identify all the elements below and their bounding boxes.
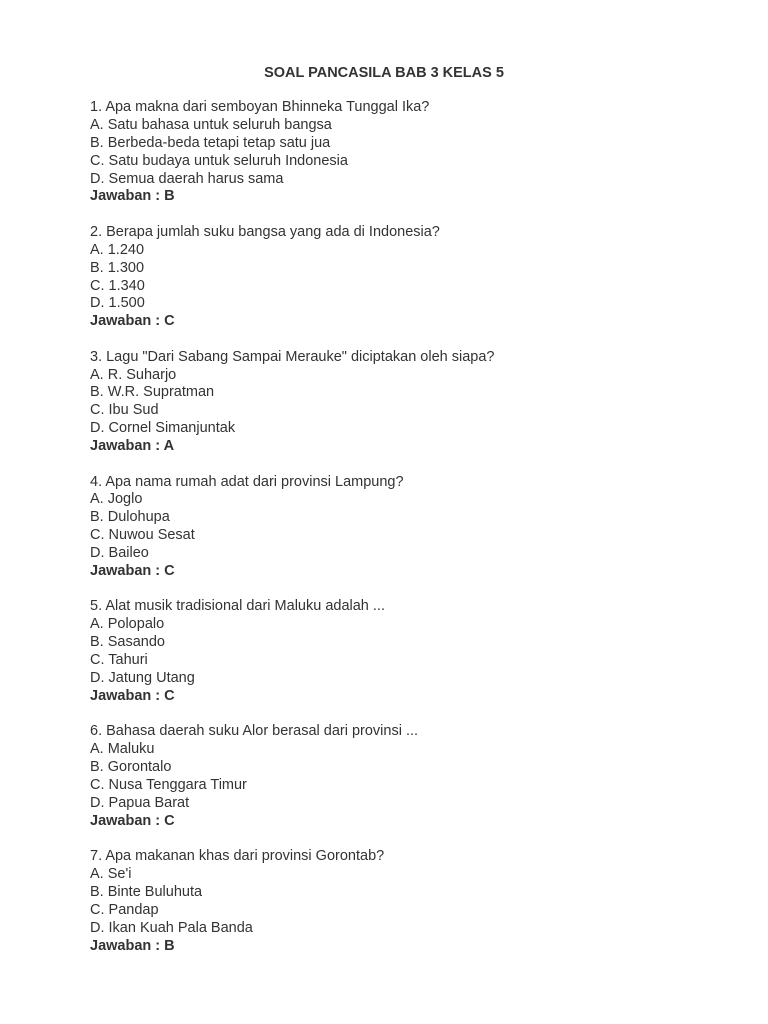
answer-key: Jawaban : C xyxy=(90,812,175,829)
question-1 xyxy=(90,99,730,206)
question-6 xyxy=(90,723,730,830)
question-list xyxy=(90,99,730,973)
question-text: 1. Apa makna dari semboyan Bhinneka Tunggal Ika? xyxy=(90,99,430,115)
option-d: D. Papua Barat xyxy=(90,794,190,811)
option-c: C. Pandap xyxy=(90,901,159,918)
answer-key: Jawaban : B xyxy=(90,188,175,205)
question-text: 2. Berapa jumlah suku bangsa yang ada di Indonesia? xyxy=(90,223,440,240)
question-text: 6. Bahasa daerah suku Alor berasal dari provinsi ... xyxy=(90,723,419,740)
answer-key: Jawaban : C xyxy=(90,687,175,704)
question-2 xyxy=(90,224,730,331)
option-c: C. 1.340 xyxy=(90,277,145,294)
option-c: C. Nusa Tenggara Timur xyxy=(90,776,247,793)
page-title: SOAL PANCASILA BAB 3 KELAS 5 xyxy=(264,65,504,81)
option-a: A. Satu bahasa untuk seluruh bangsa xyxy=(90,116,332,133)
question-3 xyxy=(90,349,730,456)
option-b: B. Dulohupa xyxy=(90,509,170,526)
option-a: A. 1.240 xyxy=(90,241,145,258)
answer-key: Jawaban : C xyxy=(90,562,175,579)
option-a: A. Joglo xyxy=(90,491,143,508)
question-text: 4. Apa nama rumah adat dari provinsi Lampung? xyxy=(90,473,404,490)
option-a: A. Maluku xyxy=(90,741,155,758)
question-5 xyxy=(90,598,730,705)
option-c: C. Ibu Sud xyxy=(90,402,159,419)
option-b: B. Gorontalo xyxy=(90,759,172,775)
option-d: D. Baileo xyxy=(90,545,149,562)
option-a: A. R. Suharjo xyxy=(90,366,177,383)
option-c: C. Tahuri xyxy=(90,652,148,669)
option-a: A. Polopalo xyxy=(90,616,165,633)
option-b: B. Binte Buluhuta xyxy=(90,883,203,900)
option-c: C. Satu budaya untuk seluruh Indonesia xyxy=(90,152,348,169)
question-text: 7. Apa makanan khas dari provinsi Gorontab? xyxy=(90,848,385,865)
answer-key: Jawaban : C xyxy=(90,313,175,330)
option-b: B. 1.300 xyxy=(90,259,145,276)
option-d: D. Jatung Utang xyxy=(90,669,195,686)
answer-key: Jawaban : A xyxy=(90,438,175,455)
question-text: 5. Alat musik tradisional dari Maluku adalah ... xyxy=(90,598,385,615)
option-b: B. Sasando xyxy=(90,634,165,651)
option-c: C. Nuwou Sesat xyxy=(90,527,195,544)
option-b: B. W.R. Supratman xyxy=(90,384,215,401)
option-d: D. Cornel Simanjuntak xyxy=(90,420,236,437)
answer-key: Jawaban : B xyxy=(90,937,175,954)
question-4 xyxy=(90,474,730,581)
option-b: B. Berbeda-beda tetapi tetap satu jua xyxy=(90,134,331,151)
option-a: A. Se'i xyxy=(90,865,132,882)
option-d: D. Ikan Kuah Pala Banda xyxy=(90,919,253,936)
question-7 xyxy=(90,848,730,955)
question-text: 3. Lagu "Dari Sabang Sampai Merauke" diciptakan oleh siapa? xyxy=(90,348,495,365)
option-d: D. 1.500 xyxy=(90,295,145,312)
option-d: D. Semua daerah harus sama xyxy=(90,170,284,187)
